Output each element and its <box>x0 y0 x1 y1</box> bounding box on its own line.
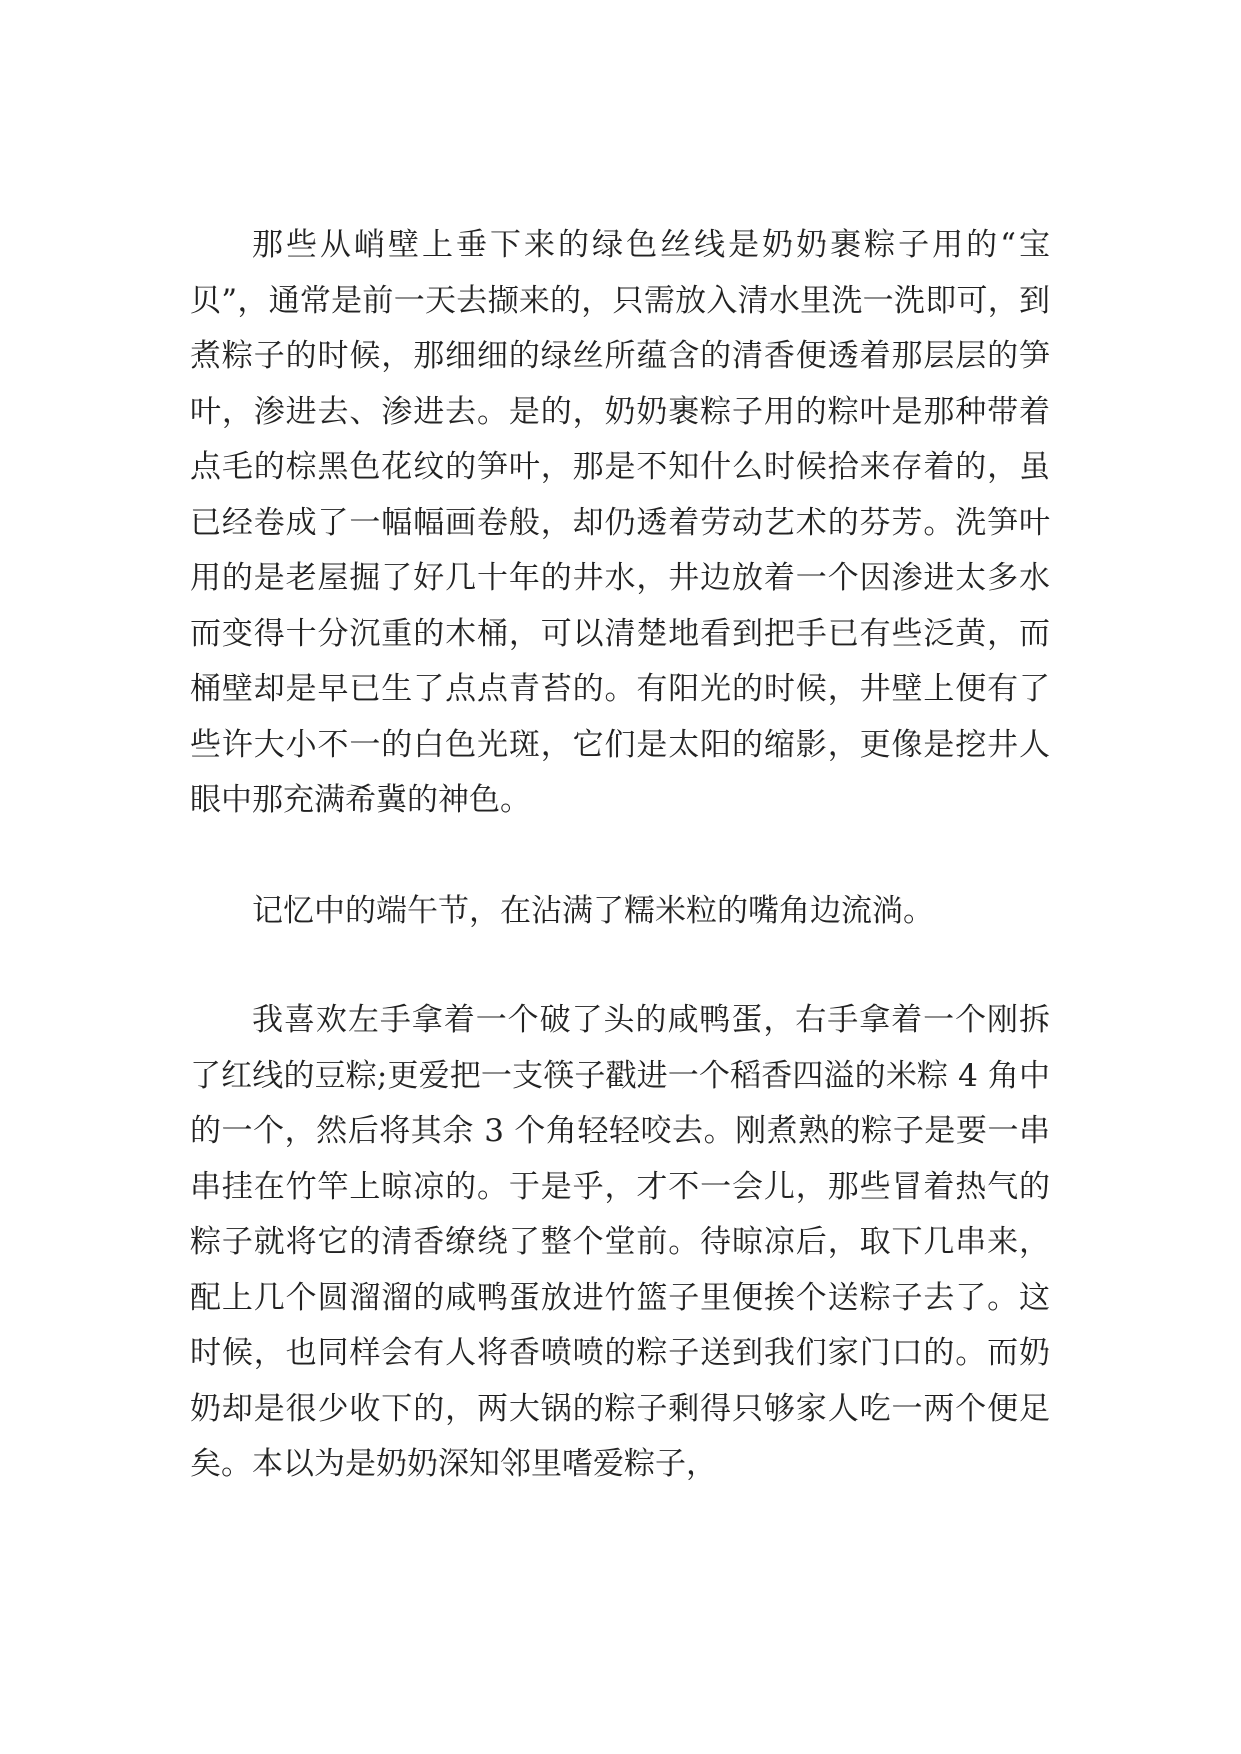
paragraph-eating-zongzi: 我喜欢左手拿着一个破了头的咸鸭蛋，右手拿着一个刚拆了红线的豆粽;更爱把一支筷子戳进一个稻香四溢的米粽 4 角中的一个，然后将其余 3 个角轻轻咬去。刚煮熟的粽子是要一串串挂在竹竿上晾凉的。于是乎，才不一会儿，那些冒着热气的粽子就将它的清香缭绕了整个堂前。待晾凉后，取下几串来，配上几个圆溜溜的咸鸭蛋放进竹篮子里便挨个送粽子去了。这时候，也同样会有人将香喷喷的粽子送到我们家门口的。而奶奶却是很少收下的，两大锅的粽子剩得只够家人吃一两个便足矣。本以为是奶奶深知邻里嗜爱粽子， <box>190 1002 1050 1482</box>
paragraph-dragon-boat-memory: 记忆中的端午节，在沾满了糯米粒的嘴角边流淌。 <box>252 892 934 929</box>
article-body <box>190 218 1050 1493</box>
paragraph-zongzi-leaves: 那些从峭壁上垂下来的绿色丝线是奶奶裹粽子用的“宝贝”，通常是前一天去撷来的，只需放入清水里洗一洗即可，到煮粽子的时候，那细细的绿丝所蕴含的清香便透着那层层的笋叶，渗进去、渗进去。是的，奶奶裹粽子用的粽叶是那种带着点毛的棕黑色花纹的笋叶，那是不知什么时候拾来存着的，虽已经卷成了一幅幅画卷般，却仍透着劳动艺术的芬芳。洗笋叶用的是老屋掘了好几十年的井水，井边放着一个因渗进太多水而变得十分沉重的木桶，可以清楚地看到把手已有些泛黄，而桶壁却是早已生了点点青苔的。有阳光的时候，井壁上便有了些许大小不一的白色光斑，它们是太阳的缩影，更像是挖井人眼中那充满希冀的神色。 <box>190 227 1050 818</box>
